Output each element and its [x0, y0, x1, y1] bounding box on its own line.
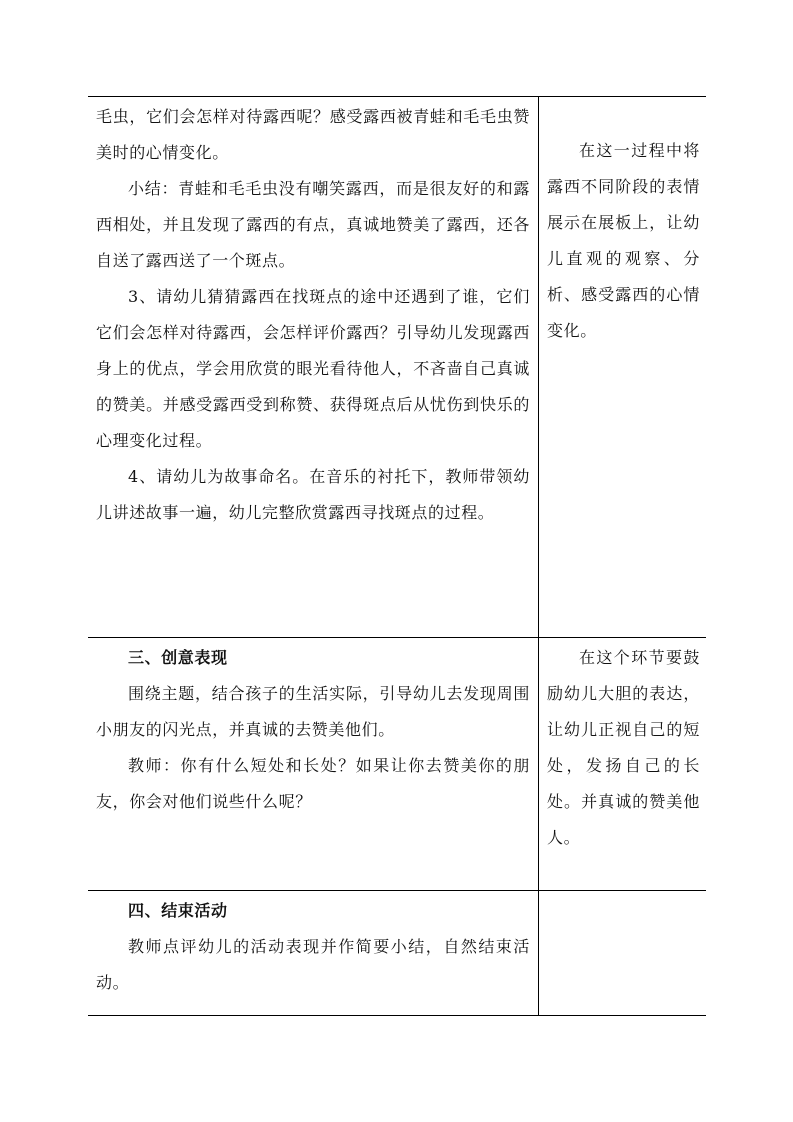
note-text: 在这一过程中将露西不同阶段的表情展示在展板上，让幼儿直观的观察、分析、感受露西的心情变化。 [547, 141, 700, 340]
table-row [88, 96, 706, 637]
section-heading: 四、结束活动 [128, 901, 228, 920]
paragraph: 教师点评幼儿的活动表现并作简要小结，自然结束活动。 [96, 937, 530, 992]
paragraph: 小结：青蛙和毛毛虫没有嘲笑露西，而是很友好的和露西相处，并且发现了露西的有点，真诚地赞美了露西，还各自送了露西送了一个斑点。 [96, 179, 530, 270]
paragraph: 毛虫，它们会怎样对待露西呢？感受露西被青蛙和毛毛虫赞美时的心情变化。 [96, 107, 530, 162]
paragraph: 教师：你有什么短处和长处？如果让你去赞美你的朋友，你会对他们说些什么呢？ [96, 756, 530, 811]
paragraph: 4、请幼儿为故事命名。在音乐的衬托下，教师带领幼儿讲述故事一遍，幼儿完整欣赏露西寻找斑点的过程。 [96, 467, 530, 522]
paragraph: 3、请幼儿猜猜露西在找斑点的途中还遇到了谁，它们它们会怎样对待露西，会怎样评价露西？引导幼儿发现露西身上的优点，学会用欣赏的眼光看待他人，不吝啬自己真诚的赞美。并感受露西受到称赞、获得斑点后从忧伤到快乐的心理变化过程。 [96, 287, 530, 450]
note-text: 在这个环节要鼓励幼儿大胆的表达，让幼儿正视自己的短处，发扬自己的长处。并真诚的赞美他人。 [547, 648, 700, 847]
paragraph: 围绕主题，结合孩子的生活实际，引导幼儿去发现周围小朋友的闪光点，并真诚的去赞美他们。 [96, 684, 530, 739]
table-row [88, 637, 706, 890]
lesson-plan-table [88, 96, 706, 1016]
note-cell [539, 638, 706, 890]
activity-cell [88, 97, 539, 637]
note-cell [539, 97, 706, 637]
section-heading: 三、创意表现 [128, 648, 228, 667]
activity-cell [88, 891, 539, 1015]
table-row [88, 890, 706, 1016]
note-cell [539, 891, 706, 1015]
activity-cell [88, 638, 539, 890]
